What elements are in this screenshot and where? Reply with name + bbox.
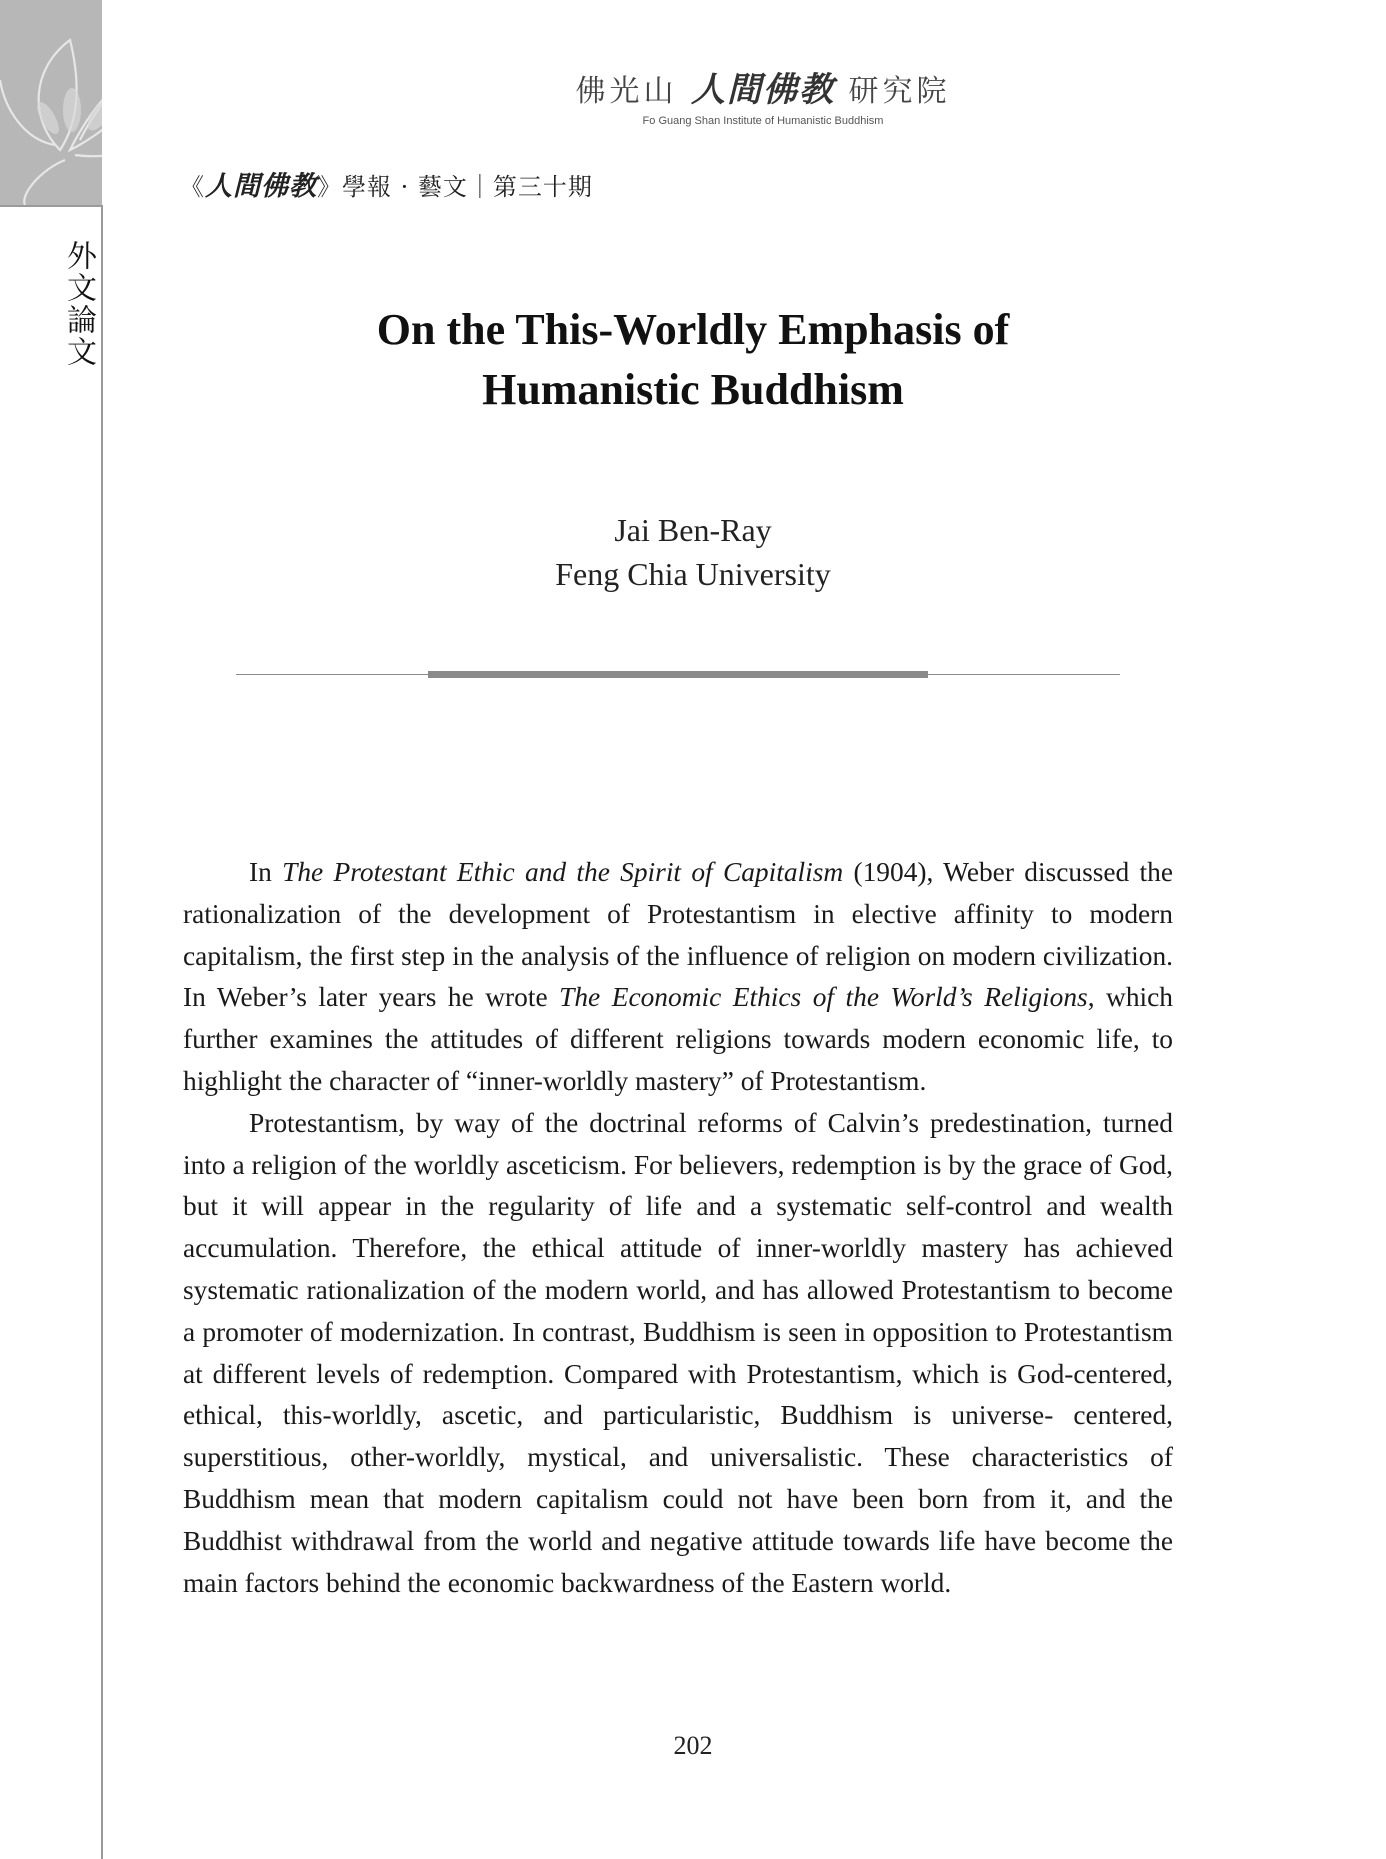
- journal-open-mark: 《: [180, 173, 205, 201]
- body-text-run: In: [249, 857, 283, 887]
- author-name: Jai Ben-Ray: [614, 512, 772, 548]
- institute-brand: 人間佛教: [691, 70, 835, 110]
- page-number: 202: [673, 1731, 713, 1760]
- body-text-run: (1904), Weber discussed the rationalization of the development of Protestantism in elective affinity to modern capitalism, the first step in the analysis of the influence of religion on modern civilization. In Weber’s later years he wrote: [183, 857, 1173, 1013]
- journal-header: [180, 164, 593, 203]
- article-body: [183, 852, 1173, 1604]
- article-title: [0, 300, 1386, 420]
- book-title-italic: The Protestant Ethic and the Spirit of Capitalism: [282, 857, 844, 887]
- author-affiliation: Feng Chia University: [555, 556, 831, 592]
- author-block: [0, 508, 1386, 596]
- institute-english-name: Fo Guang Shan Institute of Humanistic Buddhism: [642, 115, 884, 127]
- institute-header: [0, 62, 1386, 127]
- institute-suffix: 研究院: [848, 74, 951, 109]
- book-title-italic: The Economic Ethics of the World’s Religions: [559, 982, 1088, 1013]
- body-text-run: , which further examines the attitudes of different religions towards modern economic life, to highlight the character of “inner-worldly mastery” of Protestantism.: [183, 982, 1173, 1096]
- institute-name: [0, 62, 1386, 111]
- institute-prefix: 佛光山: [575, 74, 678, 109]
- journal-brand: 人間佛教: [205, 171, 317, 202]
- title-line-1: On the This-Worldly Emphasis of: [376, 305, 1010, 354]
- body-paragraph-1: [183, 852, 1173, 1103]
- spine-divider: [0, 205, 103, 207]
- title-rule-thick: [428, 671, 928, 678]
- spine-line: [101, 205, 103, 1859]
- section-side-label: 外文論文: [61, 240, 96, 368]
- body-paragraph-2: Protestantism, by way of the doctrinal reforms of Calvin’s predestination, turned into a religion of the worldly asceticism. For believers, redemption is by the grace of God, but it will appear in the regularity of life and a systematic self-control and wealth accumulation. Therefore, the ethical attitude of inner-worldly mastery has achieved systematic rationalization of the modern world, and has allowed Protestantism to become a promoter of modernization. In contrast, Buddhism is seen in opposition to Protestantism at different levels of redemption. Compared with Protestantism, which is God-centered, ethical, this-worldly, ascetic, and particularistic, Buddhism is universe- centered, superstitious, other-worldly, mystical, and universalistic. These characteristics of Buddhism mean that modern capitalism could not have been born from it, and the Buddhist withdrawal from the world and negative attitude towards life have become the main factors behind the economic backwardness of the Eastern world.: [183, 1107, 1173, 1598]
- title-line-2: Humanistic Buddhism: [482, 365, 904, 414]
- journal-issue: 》學報 · 藝文｜第三十期: [317, 173, 593, 201]
